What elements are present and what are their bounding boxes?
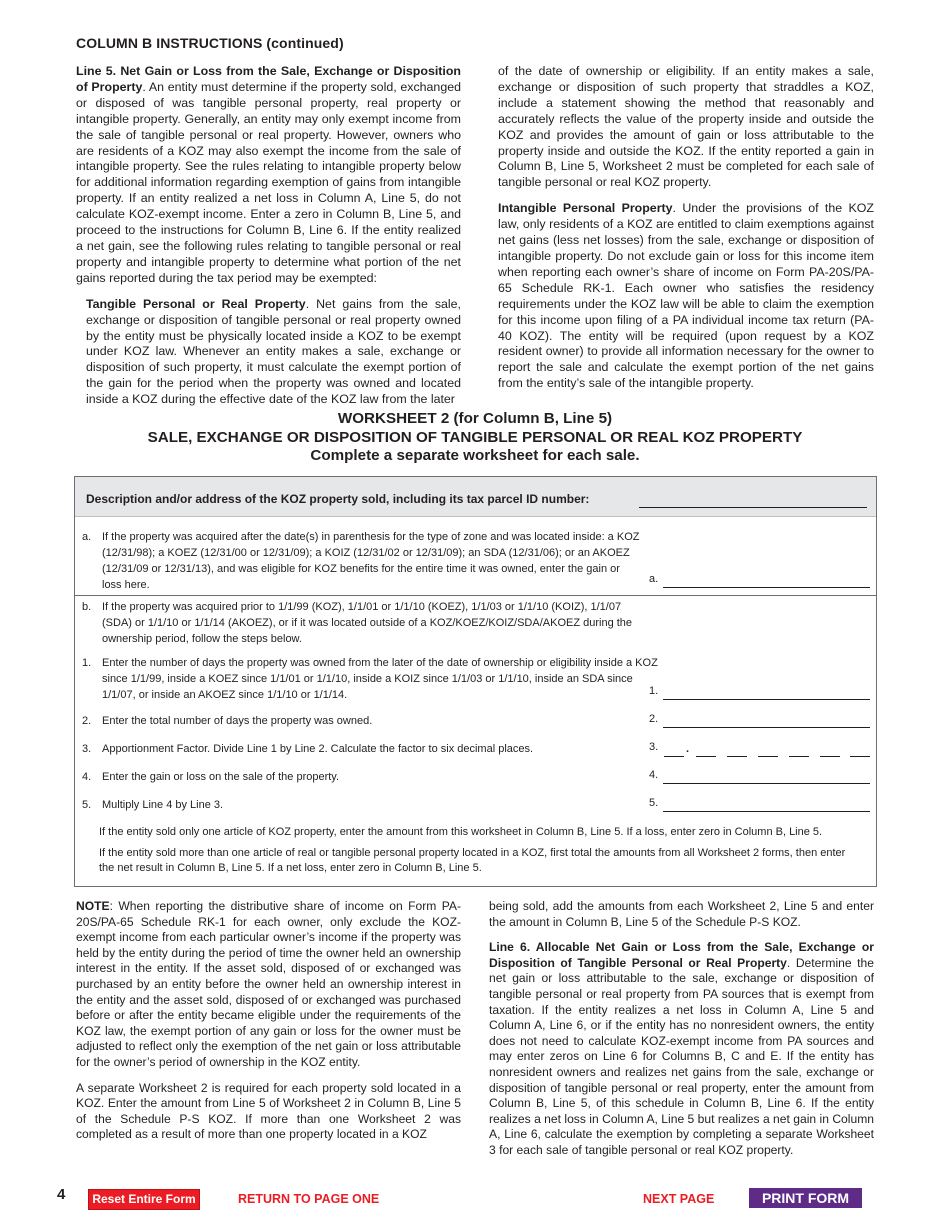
intangible-paragraph xyxy=(498,201,874,392)
top-right-column xyxy=(498,64,874,402)
line6-body: . Determine the net gain or loss attributable to the sale, exchange or disposition of tangible personal or real property from PA sources that is exempt from taxation. If the entity realizes a net loss in Column A, Line 5 and Column A, Line 6, or if the entity has no nonresident owners, the entity does not need to calculate KOZ-exempt income from PA sources and may enter zeros on Line 6 for Columns B, C and E. If the entity has nonresident owners and realizes net gains from the sale, exchange or disposition of tangible personal or real property, enter the amount from Column B, Line 5, of this schedule in Column B, Line 6. If the entity realizes a net loss in Column A, Line 5 but realizes a net gain in Column A, Line 6, calculate the exemption by completing a separate Worksheet 3 for each sale of tangible personal or real KOZ property. xyxy=(489,955,874,1157)
field-4-input[interactable] xyxy=(663,783,870,784)
reset-form-button[interactable]: Reset Entire Form xyxy=(88,1189,200,1210)
row-a-label: a. xyxy=(82,531,92,543)
line-2-label: 2. xyxy=(82,715,92,727)
factor-digit-2[interactable] xyxy=(727,756,747,757)
tangible-body: . Net gains from the sale, exchange or disposition of tangible personal or real property owned by the entity must be physically located inside a KOZ to be exempt under KOZ law. Whenever an entity makes a sale, exchange or disposition of such property, it must calculate the exempt portion of the gain for the period when the property was owned and located inside a KOZ during the effective date of the KOZ law from the later xyxy=(86,296,461,407)
field-1-label: 1. xyxy=(649,685,659,697)
line-4-text: Enter the gain or loss on the sale of the property. xyxy=(102,771,340,783)
factor-digit-4[interactable] xyxy=(789,756,809,757)
return-to-page-one-link[interactable]: RETURN TO PAGE ONE xyxy=(238,1192,380,1206)
field-a-input[interactable] xyxy=(663,587,870,588)
page-number: 4 xyxy=(57,1186,66,1203)
worksheet-title-line1: WORKSHEET 2 (for Column B, Line 5) xyxy=(337,410,613,427)
row-b-text: If the property was acquired prior to 1/1/99 (KOZ), 1/1/01 or 1/1/10 (KOEZ), 1/1/03 or 1/1/10 (KOIZ), 1/1/07 (SDA) or 1/1/10 or 1/1/14 (AKOEZ), or if it was located outside of a KOZ/KOEZ/KOIZ/SDA/AKOEZ during the ownership period, follow the steps below. xyxy=(102,601,633,645)
note-body: : When reporting the distributive share of income on Form PA-20S/PA-65 Schedule RK-1 for each owner, only exclude the KOZ-exempt income from each particular owner’s income if the property was held by the entity during the period of time the owner held an ownership interest in the entity. If the asset sold, disposed of or exchanged was purchased by an entity before the owner held an ownership interest in the entity and the asset sold, disposed of or exchanged was purchased before or after the entity became eligible under the requirements of the KOZ law, the exempt portion of any gain or loss for the owner must be adjusted to reflect only the exemption of the net gain or loss attributable for the owner’s period of ownership in the KOZ entity. xyxy=(76,899,461,1069)
worksheet-note-multiple: If the entity sold more than one article of real or tangible personal property located in a KOZ, first total the amounts from all Worksheet 2 forms, then enter the net result in Column B, Line 5. If a net loss, enter zero in Column B, Line 5. xyxy=(99,847,846,874)
factor-digit-whole[interactable] xyxy=(664,756,684,757)
intangible-heading: Intangible Personal Property xyxy=(498,201,673,216)
factor-digit-3[interactable] xyxy=(758,756,778,757)
tangible-paragraph xyxy=(76,297,461,408)
field-5-input[interactable] xyxy=(663,811,870,812)
factor-digit-5[interactable] xyxy=(820,756,840,757)
line5-body: . An entity must determine if the property sold, exchanged or disposed of was tangible personal property, real property or intangible property. Generally, an entity may only exempt income from the sale of tangible personal or real property. However, owners who are residents of a KOZ may also exempt the income from the sale of intangible property. See the rules relating to intangible property below for additional information regarding exemption of gains from intangible property. If an entity realized a net loss in Column A, Line 5, do not calculate KOZ-exempt income. Enter a zero in Column B, Line 5, and proceed to the instructions for Column B, Line 6. If the entity realized a net gain, see the following rules relating to tangible personal or real property and intangible property to determine what portion of the net gains reported during the tax period may be exempted: xyxy=(76,79,462,285)
factor-digit-1[interactable] xyxy=(696,756,716,757)
field-2-label: 2. xyxy=(649,713,659,725)
line-2-text: Enter the total number of days the property was owned. xyxy=(102,715,373,727)
bottom-left-column xyxy=(76,899,461,1153)
worksheet-title-line2: SALE, EXCHANGE OR DISPOSITION OF TANGIBLE PERSONAL OR REAL KOZ PROPERTY xyxy=(147,428,803,446)
line-3 xyxy=(82,741,872,757)
line-1-label: 1. xyxy=(82,657,92,669)
note-heading: NOTE xyxy=(76,899,110,913)
separate-worksheet-continued: being sold, add the amounts from each Worksheet 2, Line 5 and enter the amount in Column B, Line 5 of the Schedule P-S KOZ. xyxy=(489,899,874,929)
line6-paragraph xyxy=(489,940,874,1158)
field-4-label: 4. xyxy=(649,769,659,781)
worksheet-title xyxy=(60,410,890,466)
line-1-text: Enter the number of days the property was owned from the later of the date of ownership or eligibility inside a KOZ since 1/1/99, inside a KOEZ since 1/1/01 or 1/1/10, inside a KOIZ since 1/1/03 or 1/1/10, inside an SDA since 1/1/07, or inside an AKOEZ since 1/1/10 or 1/1/14. xyxy=(102,657,658,701)
line-3-text: Apportionment Factor. Divide Line 1 by Line 2. Calculate the factor to six decimal places. xyxy=(102,743,534,755)
bottom-right-column xyxy=(489,899,874,1169)
line-3-label: 3. xyxy=(82,743,92,755)
page-section-title: COLUMN B INSTRUCTIONS (continued) xyxy=(76,35,344,51)
line6-heading: Line 6. Allocable Net Gain or Loss from the Sale, Exchange or Disposition of Tangible Personal or Real Property xyxy=(489,940,874,970)
row-b xyxy=(82,599,872,647)
row-divider xyxy=(75,595,876,596)
row-a xyxy=(82,529,872,593)
top-left-column xyxy=(76,64,461,418)
print-form-button[interactable]: PRINT FORM xyxy=(749,1188,862,1208)
tangible-continued: of the date of ownership or eligibility. If an entity makes a sale, exchange or disposition of such property that straddles a KOZ, include a statement showing the method that reasonably and accurately reflects the value of the property inside and outside the KOZ and provides the amount of gain or loss attributable to the property inside and outside the KOZ. If the entity reported a gain in Column B, Line 5, Worksheet 2 must be completed for each sale of tangible personal or real KOZ property. xyxy=(498,64,874,190)
row-a-text: If the property was acquired after the date(s) in parenthesis for the type of zone and was located inside: a KOZ (12/31/98); a KOEZ (12/31/00 or 12/31/09); a KOIZ (12/31/02 or 12/31/09); an SDA (12/31/06); or an AKOEZ (12/31/09 or 12/31/13), and was eligible for KOZ benefits for the entire time it was owned, enter the gain or loss here. xyxy=(102,531,640,591)
field-3-label: 3. xyxy=(649,741,659,753)
field-1-input[interactable] xyxy=(663,699,870,700)
decimal-point: . xyxy=(686,743,690,755)
tangible-heading: Tangible Personal or Real Property xyxy=(86,296,306,311)
line5-paragraph xyxy=(76,64,461,287)
line-4-label: 4. xyxy=(82,771,92,783)
line-5-text: Multiply Line 4 by Line 3. xyxy=(102,799,224,811)
intangible-body: . Under the provisions of the KOZ law, only residents of a KOZ are entitled to claim exemptions against net gains (less net losses) from the sale, exchange or disposition of intangible property. Do not exclude gain or loss for this income item when reporting each owner’s share of income on Form PA-20S/PA-65 Schedule RK-1. Each owner who satisfies the residency requirements under the KOZ law will be able to claim the exemption for this income upon filing of a PA individual income tax return (PA-40 KOZ). The entity will be required (upon request by a KOZ resident owner) to provide all information necessary for the owner to report the sale and calculate the exempt portion of the net gains from the entity’s sale of the intangible property. xyxy=(498,201,874,391)
worksheet-title-line3: Complete a separate worksheet for each sale. xyxy=(310,447,640,464)
field-a-label: a. xyxy=(649,573,659,585)
line-5-label: 5. xyxy=(82,799,92,811)
factor-digit-6[interactable] xyxy=(850,756,870,757)
line-1 xyxy=(82,655,872,703)
description-row xyxy=(75,477,876,517)
field-2-input[interactable] xyxy=(663,727,870,728)
note-paragraph xyxy=(76,899,461,1071)
worksheet-note-single: If the entity sold only one article of KOZ property, enter the amount from this worksheet in Column B, Line 5. If a loss, enter zero in Column B, Line 5. xyxy=(99,826,823,838)
next-page-link[interactable]: NEXT PAGE xyxy=(643,1192,715,1206)
description-field[interactable] xyxy=(639,507,867,508)
description-label: Description and/or address of the KOZ property sold, including its tax parcel ID number: xyxy=(86,492,590,506)
line5-heading: Line 5. Net Gain or Loss from the Sale, Exchange or Disposition of Property xyxy=(76,64,461,94)
separate-worksheet-paragraph: A separate Worksheet 2 is required for each property sold located in a KOZ. Enter the amount from Line 5 of Worksheet 2 in Column B, Line 5 of the Schedule P-S KOZ. If more than one Worksheet 2 was completed as a result of more than one property located in a KOZ xyxy=(76,1080,461,1142)
row-b-label: b. xyxy=(82,601,92,613)
field-5-label: 5. xyxy=(649,797,659,809)
worksheet-box xyxy=(74,476,877,887)
